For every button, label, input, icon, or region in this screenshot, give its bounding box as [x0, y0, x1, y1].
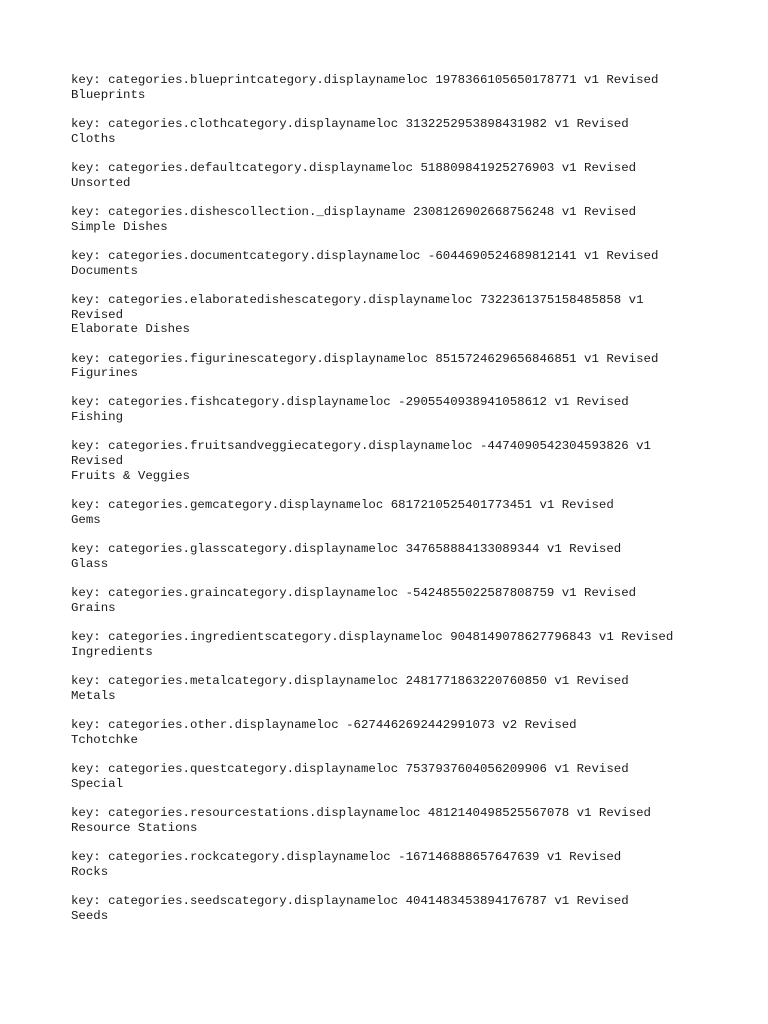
- entry-blueprint: [71, 73, 691, 102]
- entry-ingredients: [71, 630, 691, 659]
- entry-value: Figurines: [71, 366, 138, 381]
- entry-key: key: categories.graincategory.displaynameloc -5424855022587808759 v1 Revised: [71, 586, 637, 601]
- entry-default: [71, 161, 691, 190]
- entry-seeds: [71, 894, 691, 923]
- entry-value: Metals: [71, 688, 116, 703]
- entry-key: key: categories.clothcategory.displaynameloc 3132252953898431982 v1 Revised: [71, 116, 629, 131]
- entry-key: key: categories.elaboratedishescategory.displaynameloc 7322361375158485858 v1 Revised: [71, 292, 644, 322]
- entry-document: [71, 249, 691, 278]
- entry-key: key: categories.figurinescategory.displaynameloc 8515724629656846851 v1 Revised: [71, 351, 659, 366]
- entry-value: Simple Dishes: [71, 219, 168, 234]
- entry-value: Rocks: [71, 864, 109, 879]
- entry-gems: [71, 498, 691, 527]
- entry-key: key: categories.ingredientscategory.displaynameloc 9048149078627796843 v1 Revised: [71, 630, 674, 644]
- entry-value: Fruits & Veggies: [71, 468, 190, 483]
- entry-key: key: categories.resourcestations.displaynameloc 4812140498525567078 v1 Revised: [71, 805, 651, 820]
- entry-grains: [71, 586, 691, 615]
- entry-value: Tchotchke: [71, 732, 138, 747]
- entry-key: key: categories.gemcategory.displaynameloc 6817210525401773451 v1 Revised: [71, 498, 614, 513]
- entry-value: Fishing: [71, 410, 124, 425]
- entry-value: Resource Stations: [71, 820, 198, 835]
- entry-other: [71, 718, 691, 747]
- entry-value: Glass: [71, 556, 109, 571]
- entry-value: Seeds: [71, 908, 109, 923]
- entry-quest: [71, 762, 691, 791]
- entry-key: key: categories.documentcategory.displaynameloc -6044690524689812141 v1 Revised: [71, 248, 659, 263]
- entry-key: key: categories.dishescollection._displayname 2308126902668756248 v1 Revised: [71, 204, 637, 219]
- entry-figurines: [71, 352, 691, 381]
- entry-metals: [71, 674, 691, 703]
- entry-resource-stations: [71, 806, 691, 835]
- entry-key: key: categories.fruitsandveggiecategory.displaynameloc -4474090542304593826 v1 Revised: [71, 439, 651, 469]
- entry-key: key: categories.rockcategory.displaynameloc -167146888657647639 v1 Revised: [71, 849, 622, 864]
- entry-key: key: categories.defaultcategory.displaynameloc 518809841925276903 v1 Revised: [71, 160, 637, 175]
- entry-key: key: categories.glasscategory.displaynameloc 347658884133089344 v1 Revised: [71, 542, 622, 557]
- entry-value: Special: [71, 776, 124, 791]
- entry-value: Blueprints: [71, 87, 146, 102]
- entry-key: key: categories.blueprintcategory.displaynameloc 1978366105650178771 v1 Revised: [71, 73, 659, 87]
- entry-value: Elaborate Dishes: [71, 322, 190, 337]
- entry-cloth: [71, 117, 691, 146]
- entry-value: Gems: [71, 512, 101, 527]
- entry-rocks: [71, 850, 691, 879]
- entry-key: key: categories.other.displaynameloc -6274462692442991073 v2 Revised: [71, 717, 577, 732]
- document-body: [71, 73, 691, 938]
- entry-key: key: categories.questcategory.displaynameloc 7537937604056209906 v1 Revised: [71, 761, 629, 776]
- entry-value: Ingredients: [71, 644, 153, 659]
- entry-value: Cloths: [71, 131, 116, 146]
- entry-glass: [71, 542, 691, 571]
- entry-key: key: categories.seedscategory.displaynameloc 4041483453894176787 v1 Revised: [71, 893, 629, 908]
- entry-value: Grains: [71, 600, 116, 615]
- entry-value: Documents: [71, 263, 138, 278]
- entry-dishes: [71, 205, 691, 234]
- entry-fruits-veggies: [71, 439, 691, 483]
- entry-key: key: categories.metalcategory.displaynameloc 2481771863220760850 v1 Revised: [71, 673, 629, 688]
- entry-elaborate-dishes: [71, 293, 691, 337]
- entry-value: Unsorted: [71, 175, 131, 190]
- entry-key: key: categories.fishcategory.displaynameloc -2905540938941058612 v1 Revised: [71, 395, 629, 410]
- entry-fish: [71, 395, 691, 424]
